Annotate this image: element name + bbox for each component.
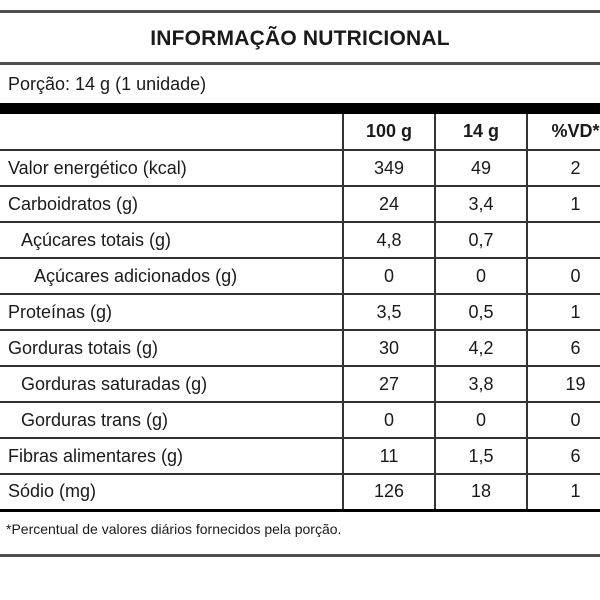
nutrient-row (0, 294, 600, 330)
value-per-100g: 11 (343, 438, 435, 474)
value-per-100g: 30 (343, 330, 435, 366)
serving-size-text: Porção: 14 g (1 unidade) (8, 74, 207, 94)
nutrient-name: Açúcares totais (g) (0, 222, 343, 258)
value-per-100g: 27 (343, 366, 435, 402)
col-header-vd: %VD* (527, 114, 600, 150)
nutrient-row (0, 474, 600, 510)
value-vd-percent: 1 (527, 294, 600, 330)
nutrient-row (0, 366, 600, 402)
nutrient-name: Açúcares adicionados (g) (0, 258, 343, 294)
nutrient-name: Gorduras totais (g) (0, 330, 343, 366)
value-vd-percent: 0 (527, 402, 600, 438)
value-per-100g: 349 (343, 150, 435, 186)
bottom-frame-line (0, 554, 600, 557)
value-per-14g: 0,7 (435, 222, 527, 258)
value-per-100g: 24 (343, 186, 435, 222)
value-per-14g: 3,4 (435, 186, 527, 222)
value-vd-percent (527, 222, 600, 258)
value-per-100g: 4,8 (343, 222, 435, 258)
value-per-14g: 0,5 (435, 294, 527, 330)
nutrition-table-body (0, 150, 600, 510)
nutrient-name: Sódio (mg) (0, 474, 343, 510)
value-per-100g: 0 (343, 402, 435, 438)
label-title: INFORMAÇÃO NUTRICIONAL (150, 27, 450, 50)
value-per-14g: 1,5 (435, 438, 527, 474)
table-header-row (0, 114, 600, 150)
value-per-14g: 4,2 (435, 330, 527, 366)
col-header-14g: 14 g (435, 114, 527, 150)
value-vd-percent: 2 (527, 150, 600, 186)
nutrient-row (0, 330, 600, 366)
value-vd-percent: 1 (527, 186, 600, 222)
value-per-14g: 18 (435, 474, 527, 510)
value-per-100g: 126 (343, 474, 435, 510)
nutrient-name: Valor energético (kcal) (0, 150, 343, 186)
value-per-100g: 0 (343, 258, 435, 294)
value-per-100g: 3,5 (343, 294, 435, 330)
nutrient-row (0, 222, 600, 258)
value-vd-percent: 0 (527, 258, 600, 294)
nutrient-column-header (0, 114, 343, 150)
value-per-14g: 3,8 (435, 366, 527, 402)
nutrient-row (0, 150, 600, 186)
value-vd-percent: 6 (527, 438, 600, 474)
col-header-100g: 100 g (343, 114, 435, 150)
value-per-14g: 49 (435, 150, 527, 186)
header-thick-bar (0, 103, 600, 114)
nutrient-row (0, 258, 600, 294)
nutrient-name: Gorduras saturadas (g) (0, 366, 343, 402)
nutrient-name: Proteínas (g) (0, 294, 343, 330)
footnote-text: *Percentual de valores diários fornecidos pela porção. (6, 520, 342, 537)
value-per-14g: 0 (435, 258, 527, 294)
nutrient-name: Gorduras trans (g) (0, 402, 343, 438)
nutrient-row (0, 186, 600, 222)
value-vd-percent: 1 (527, 474, 600, 510)
value-vd-percent: 6 (527, 330, 600, 366)
value-per-14g: 0 (435, 402, 527, 438)
value-vd-percent: 19 (527, 366, 600, 402)
nutrient-row (0, 438, 600, 474)
nutrient-row (0, 402, 600, 438)
nutrition-table (0, 114, 600, 512)
nutrient-name: Carboidratos (g) (0, 186, 343, 222)
nutrient-name: Fibras alimentares (g) (0, 438, 343, 474)
